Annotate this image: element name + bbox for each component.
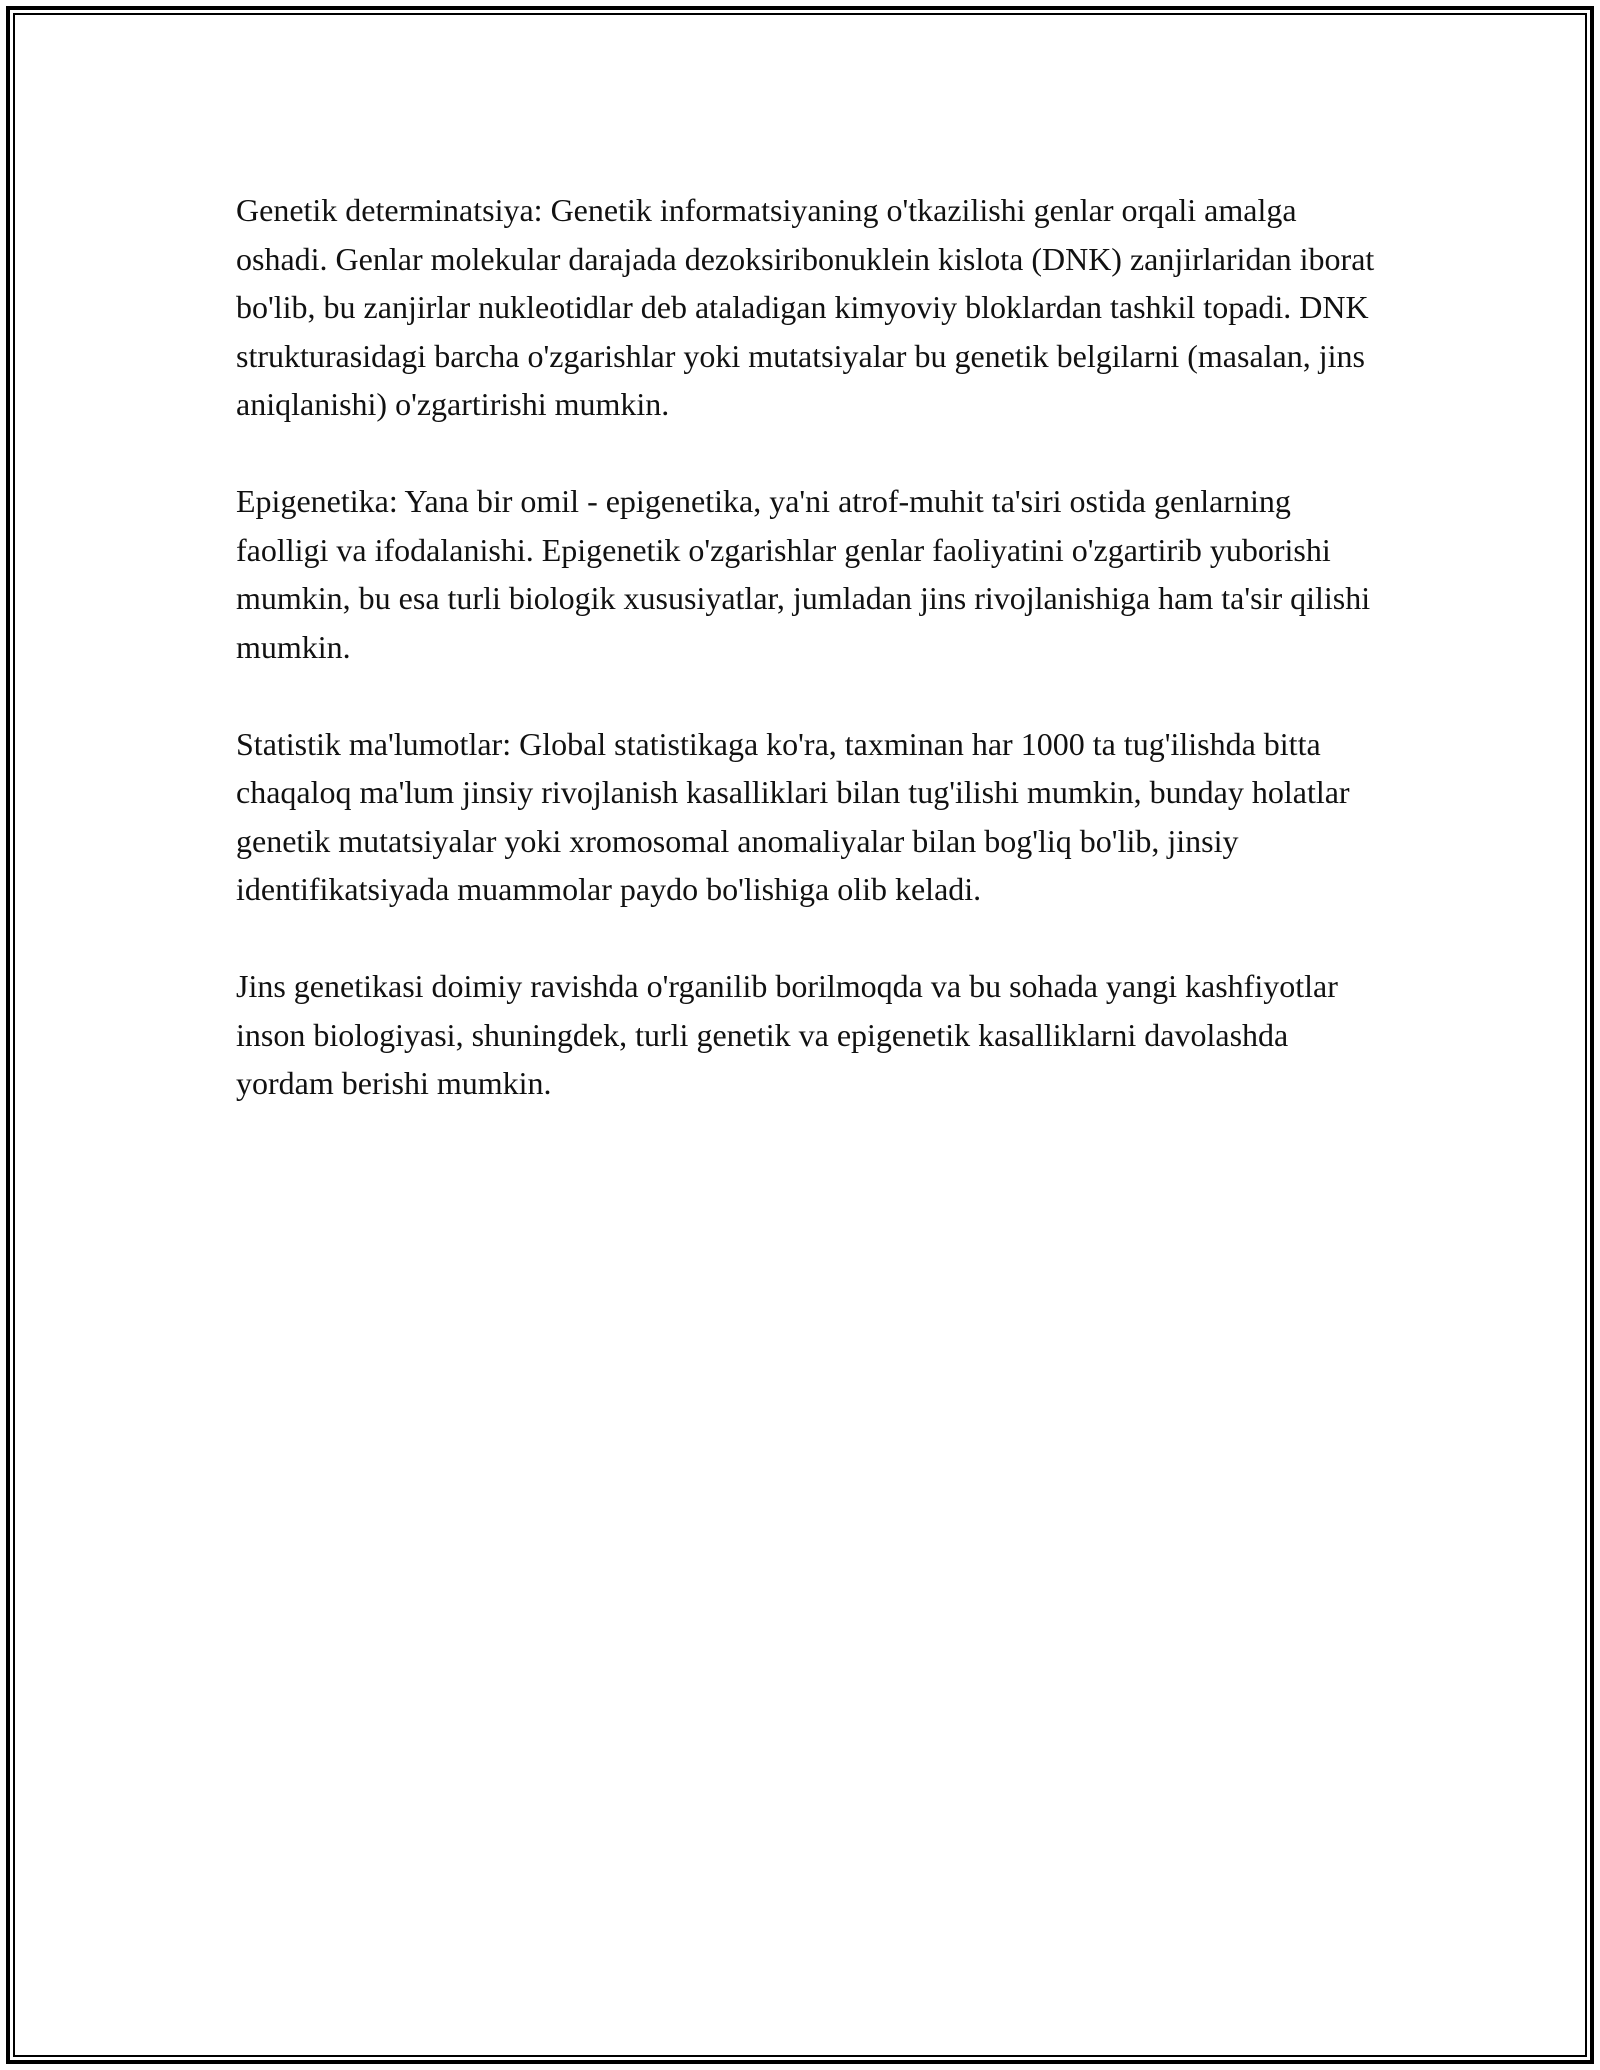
- paragraph-statistik-malumotlar: Statistik ma'lumotlar: Global statistikaga ko'ra, taxminan har 1000 ta tug'ilishda bitta chaqaloq ma'lum jinsiy rivojlanish kasalliklari bilan tug'ilishi mumkin, bunday holatlar genetik mutatsiyalar yoki xromosomal anomaliyalar bilan bog'liq bo'lib, jinsiy identifikatsiyada muammolar paydo bo'lishiga olib keladi.: [236, 725, 1350, 907]
- document-body: [236, 186, 1386, 1156]
- paragraph-epigenetika: Epigenetika: Yana bir omil - epigenetika, ya'ni atrof-muhit ta'siri ostida genlarning faolligi va ifodalanishi. Epigenetik o'zgarishlar genlar faoliyatini o'zgartirib yuborishi mumkin, bu esa turli biologik xususiyatlar, jumladan jins rivojlanishiga ham ta'sir qilishi mumkin.: [236, 483, 1371, 665]
- paragraph-genetik-determinatsiya: Genetik determinatsiya: Genetik informatsiyaning o'tkazilishi genlar orqali amalga oshadi. Genlar molekular darajada dezoksiribonuklein kislota (DNK) zanjirlaridan iborat bo'lib, bu zanjirlar nukleotidlar deb ataladigan kimyoviy bloklardan tashkil topadi. DNK strukturasidagi barcha o'zgarishlar yoki mutatsiyalar bu genetik belgilarni (masalan, jins aniqlanishi) o'zgartirishi mumkin.: [236, 192, 1375, 422]
- paragraph-jins-genetikasi: Jins genetikasi doimiy ravishda o'rganilib borilmoqda va bu sohada yangi kashfiyotlar inson biologiyasi, shuningdek, turli genetik va epigenetik kasalliklarni davolashda yordam berishi mumkin.: [236, 968, 1338, 1101]
